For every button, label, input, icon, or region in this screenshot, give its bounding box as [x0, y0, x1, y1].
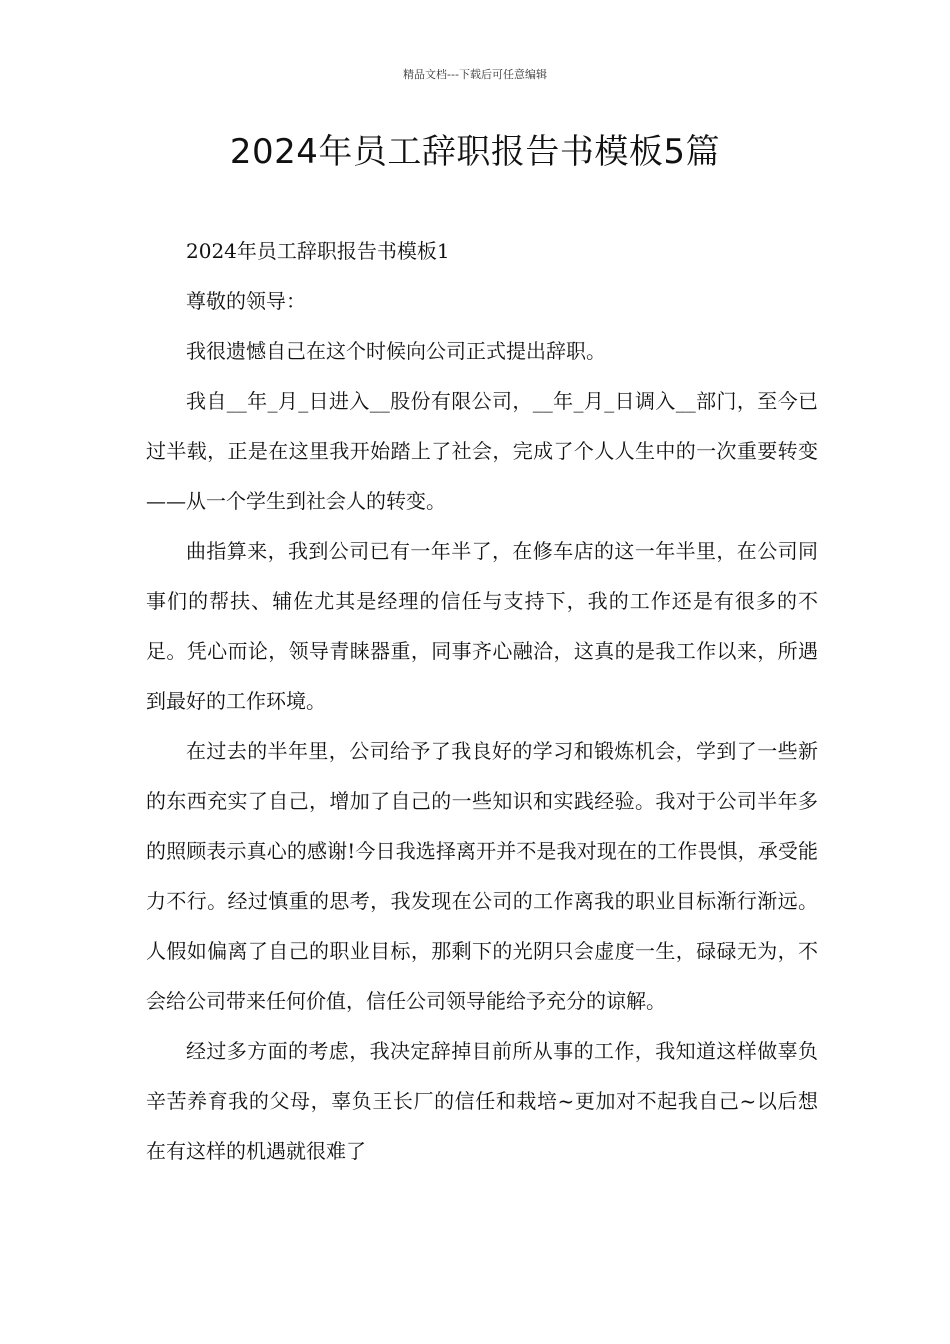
document-title: 2024年员工辞职报告书模板5篇	[229, 132, 721, 172]
paragraph: 经过多方面的考虑，我决定辞掉目前所从事的工作，我知道这样做辜负辛苦养育我的父母，辜负王长厂的信任和栽培~更加对不起我自己~以后想在有这样的机遇就很难了	[146, 1039, 818, 1163]
paragraph: 我自__年_月_日进入__股份有限公司，__年_月_日调入__部门，至今已过半载，正是在这里我开始踏上了社会，完成了个人人生中的一次重要转变——从一个学生到社会人的转变。	[146, 389, 818, 513]
paragraph-section-heading: 2024年员工辞职报告书模板1	[186, 239, 450, 263]
paragraph: 我很遗憾自己在这个时候向公司正式提出辞职。	[186, 339, 606, 363]
paragraph: 在过去的半年里，公司给予了我良好的学习和锻炼机会，学到了一些新的东西充实了自己，增加了自己的一些知识和实践经验。我对于公司半年多的照顾表示真心的感谢!今日我选择离开并不是我对现在的工作畏惧，承受能力不行。经过慎重的思考，我发现在公司的工作离我的职业目标渐行渐远。人假如偏离了自己的职业目标，那剩下的光阴只会虚度一生，碌碌无为，不会给公司带来任何价值，信任公司领导能给予充分的谅解。	[146, 739, 818, 1013]
paragraph: 曲指算来，我到公司已有一年半了，在修车店的这一年半里，在公司同事们的帮扶、辅佐尤其是经理的信任与支持下，我的工作还是有很多的不足。凭心而论，领导青睐器重，同事齐心融洽，这真的是我工作以来，所遇到最好的工作环境。	[146, 539, 818, 713]
header-note: 精品文档---下载后可任意编辑	[403, 68, 547, 81]
document-body	[146, 226, 818, 1176]
paragraph-salutation: 尊敬的领导：	[186, 289, 306, 313]
